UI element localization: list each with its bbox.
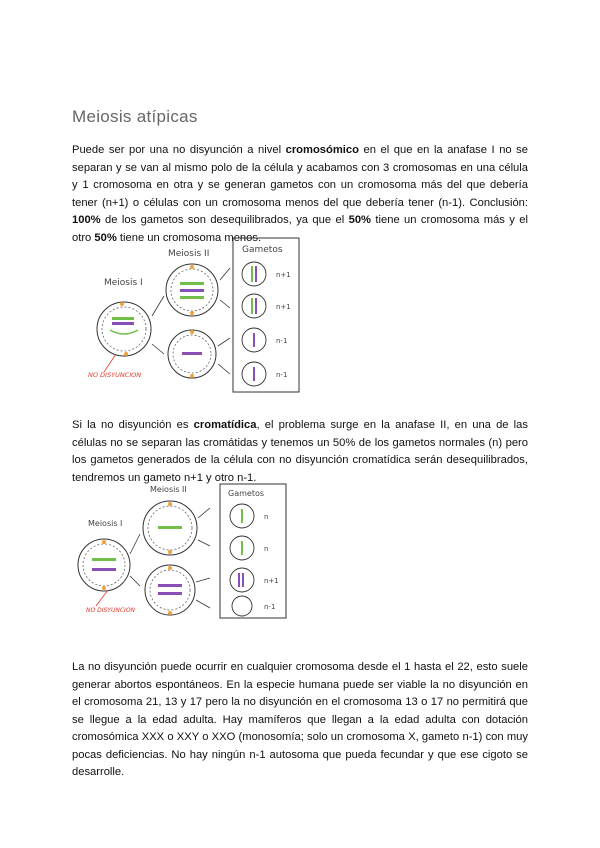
- figure2-meiosis1-cell: [78, 539, 130, 591]
- figure2-gamete-label-1: n: [264, 513, 269, 521]
- figure1-meiosis1-label: Meiosis I: [104, 278, 143, 288]
- figure1-meiosis2-cell-top: [166, 264, 218, 316]
- figure2-meiosis2-cell-bottom: [145, 565, 195, 615]
- figure2-note: NO DISYUNCION: [86, 607, 136, 614]
- figure2-meiosis1-label: Meiosis I: [88, 519, 123, 528]
- figure2-gamete-label-2: n: [264, 545, 269, 553]
- figure1-gametes-label: Gametos: [242, 245, 283, 255]
- figure2-meiosis2-label: Meiosis II: [150, 485, 187, 494]
- figure1-meiosis1-cell: [97, 302, 151, 356]
- figure1-meiosis2-cell-bottom: [168, 330, 216, 378]
- figure1-meiosis2-label: Meiosis II: [168, 249, 210, 259]
- figure2-gametes-label: Gametos: [228, 489, 265, 498]
- paragraph-chromatid: Si la no disyunción es cromatídica, el problema surge en la anafase II, en una de las células no se separan las cromátidas y tenemos un 50% de los gametos normales (n) pero los gametos generados de la célula con no disyunción cromatídica serán desequilibrados, tendremos un gameto n+1 y otro n-1.: [72, 419, 528, 484]
- figure2-gametes-box: [220, 484, 286, 618]
- figure2-gamete-label-3: n+1: [264, 577, 279, 585]
- figure-chromatid-nondisjunction: [70, 482, 292, 620]
- paragraph-viability: La no disyunción puede ocurrir en cualquier cromosoma desde el 1 hasta el 22, esto suele generar abortos espontáneos. En la especie humana puede ser viable la no disyunción en el cromosoma 21, 13 y 17 pero la no disyunción en el cromosoma 13 o 17 no permitirá que se llegue a la edad adulta. Hay mamíferos que llegan a la edad adulta con dotación cromosómica XXX o XXY o XXO (monosomía; solo un cromosoma X, gameto n-1) con muy pocas deficiencias. No hay ningún n-1 autosoma que pueda fecundar y que ese cigoto se desarrolle.: [72, 661, 528, 778]
- figure2-gamete-label-4: n-1: [264, 603, 276, 611]
- figure1-gamete-label-3: n-1: [276, 337, 288, 345]
- figure1-gamete-label-4: n-1: [276, 371, 288, 379]
- figure1-note: NO DISYUNCION: [88, 371, 142, 379]
- figure-chromosomal-nondisjunction: [86, 234, 326, 396]
- figure1-gametes-box: [233, 238, 299, 392]
- figure1-gamete-label-1: n+1: [276, 271, 291, 279]
- figure2-meiosis2-cell-top: [143, 501, 197, 555]
- paragraph-chromosomal: Puede ser por una no disyunción a nivel cromosómico en el que en la anafase I no se separan y se van al mismo polo de la célula y acabamos con 3 cromosomas en una célula y 1 cromosoma en otra y se generan gametos con un cromosoma más del que debería tener (n+1) o células con un cromosoma menos del que debería tener (n-1). Conclusión: 100% de los gametos son desequilibrados, ya que el 50% tiene un cromosoma más y el otro 50% tiene un cromosoma menos.: [72, 144, 528, 244]
- page-title: Meiosis atípicas: [72, 107, 198, 126]
- figure1-gamete-label-2: n+1: [276, 303, 291, 311]
